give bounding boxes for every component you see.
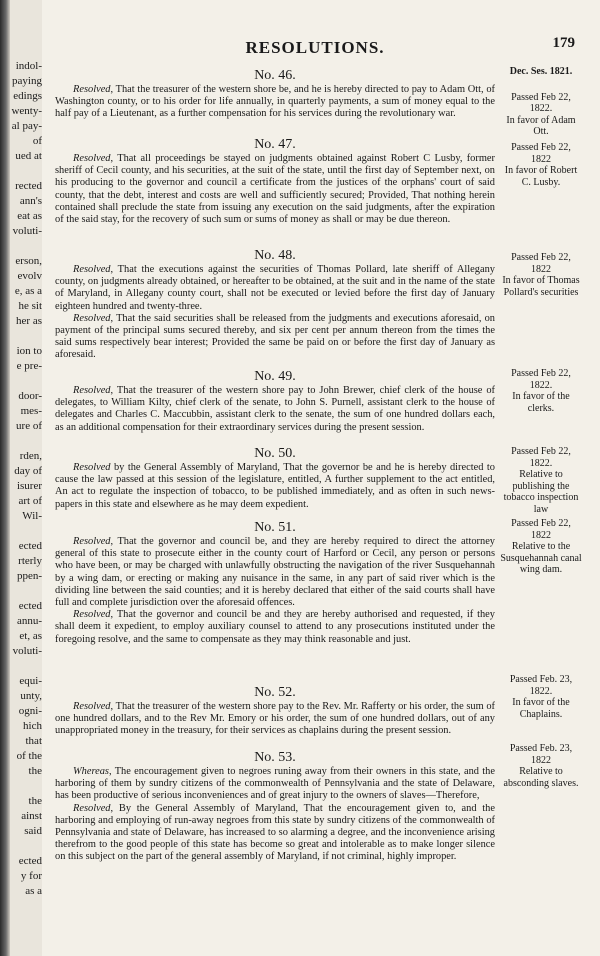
margin-note-53 <box>500 743 582 789</box>
book-binding-shadow <box>0 0 10 956</box>
resolution-52 <box>55 685 495 738</box>
resolution-paragraph: Resolved, That the said securities shall be released from the judgments and executions aforesaid, on payment of the principal sums secured thereby, and six per cent per annum thereon from the times the said sums respectively bear interest; Provided the same be paid on or before the first day of January as aforesaid. <box>55 312 495 361</box>
facing-page-fragment: rterly <box>18 555 42 567</box>
facing-page-fragment: ued at <box>15 150 42 162</box>
facing-page-fragment: voluti- <box>12 225 42 237</box>
resolution-number: No. 47. <box>254 137 296 152</box>
facing-page-fragment: hich <box>23 720 42 732</box>
margin-note-46 <box>500 66 582 138</box>
facing-page-fragment: isurer <box>16 480 42 492</box>
resolution-paragraph: Resolved, That the treasurer of the western shore pay to John Brewer, chief clerk of the house of delegates, to William Kilty, chief clerk of the senate, to John S. Purnell, assistant clerk to the house of delegates and Charles C. Maccubbin, assistant clerk to the senate, the sum of one hundred dollars each, as an additional compensation for their extraordinary services during the present session. <box>55 385 495 433</box>
passed-date: Passed Feb. 23, 1822. <box>509 674 573 697</box>
resolution-paragraph: Resolved, That the executions against the securities of Thomas Pollard, late sheriff of Allegany county, on judgments already obtained, or hereafter to be obtained, at the suit and in the name of the state of Maryland, in Allegany county court, shall not be executed or levied before the first day of January eighteen hundred and twenty-three. <box>55 264 495 312</box>
resolution-paragraph: Resolved, That the treasurer of the western shore be, and he is hereby directed to pay to Adam Ott, of Washington county, or to his order for life annually, in quarterly payments, a sum of money equal to the half pay of a Lieutenant, as a further compensation for his services during the revolutionary war. <box>55 84 495 120</box>
facing-page-fragment: ainst <box>21 810 42 822</box>
facing-page-fragment: mes- <box>20 405 42 417</box>
facing-page-fragment: the <box>28 765 42 777</box>
resolution-paragraph: Resolved, That the treasurer of the western shore pay to the Rev. Mr. Rafferty or his order, the sum of one hundred dollars, and to the Rev Mr. Emory or his order, the sum of one hundred dollars, out of any unappropriated money in the treasury, for their services as chaplains during the present session. <box>55 701 495 737</box>
facing-page-fragment: Wil- <box>22 510 42 522</box>
resolution-number: No. 50. <box>254 446 296 461</box>
margin-note-51 <box>500 518 582 576</box>
facing-page-fragment: e pre- <box>16 360 42 372</box>
facing-page-fragment: ure of <box>16 420 42 432</box>
facing-page-fragment: of the <box>16 750 42 762</box>
passed-date: Passed Feb 22, 1822. <box>511 446 571 469</box>
facing-page-fragment: erson, <box>15 255 42 267</box>
resolution-48 <box>55 248 495 362</box>
facing-page-fragment: rden, <box>19 450 42 462</box>
margin-note-47 <box>500 142 582 188</box>
subject-note: Relative to publishing the tobacco inspection law <box>503 469 579 515</box>
resolution-number: No. 48. <box>254 248 296 263</box>
resolution-50 <box>55 446 495 511</box>
subject-note: Relative to the Susquehannah canal wing dam. <box>500 541 582 575</box>
facing-page-fragment: the <box>28 795 42 807</box>
facing-page-fragment: paying <box>12 75 42 87</box>
page-number: 179 <box>552 35 575 51</box>
passed-date: Passed Feb 22, 1822. <box>511 91 571 114</box>
facing-page-fragment: et, as <box>19 630 42 642</box>
resolution-46 <box>55 68 495 121</box>
resolution-49 <box>55 369 495 434</box>
resolution-number: No. 49. <box>254 369 296 384</box>
facing-page-fragment: indol- <box>15 60 42 72</box>
facing-page-fragment: equi- <box>19 675 42 687</box>
facing-page-fragment: ogni- <box>18 705 42 717</box>
facing-page-fragment: unty, <box>20 690 42 702</box>
passed-date: Passed Feb 22, 1822 <box>511 252 571 275</box>
resolution-51 <box>55 520 495 646</box>
passed-date: Passed Feb 22, 1822 <box>511 518 571 541</box>
facing-page-fragment: art of <box>18 495 42 507</box>
facing-page-fragment: rected <box>15 180 42 192</box>
facing-page-fragment: y for <box>20 870 42 882</box>
facing-page-fragment: he sit <box>18 300 42 312</box>
facing-page-fragment: ected <box>18 600 42 612</box>
facing-page-fragment: ann's <box>19 195 42 207</box>
resolution-number: No. 52. <box>254 685 296 700</box>
facing-page-fragment: as a <box>25 885 42 897</box>
facing-page-fragment: that <box>25 735 42 747</box>
resolution-47 <box>55 137 495 226</box>
subject-note: In favor of the Chaplains. <box>512 697 570 720</box>
resolution-paragraph: Resolved, That the governor and council be and they are hereby authorised and requested, if they shall deem it expedient, to employ auxiliary counsel to attend to any prosecutions instituted under the foregoing resolve, and the same to compensate as they may think reasonable and just. <box>55 609 495 645</box>
facing-page-fragment: e, as a <box>14 285 42 297</box>
resolution-paragraph: Whereas, The encouragement given to negroes runing away from their owners in this state, and the harboring of them by sundry citizens of the commonwealth of Pennsylvania and the state of Delaware, has been productive of serious inconveniences and of great injury to the owners of slaves—Therefore, <box>55 766 495 802</box>
facing-page-fragment: of <box>32 135 42 147</box>
resolution-paragraph: Resolved by the General Assembly of Maryland, That the governor be and he is hereby directed to cause the law passed at this session of the legislature, entitled, A further supplement to the act entitled, An act to regulate the inspection of tobacco, to be published immediately, and as often in such news-papers in this state and elsewhere as he may deem expedient. <box>55 462 495 510</box>
facing-page-fragment: annu- <box>16 615 42 627</box>
margin-note-52 <box>500 674 582 720</box>
facing-page-fragment: ected <box>18 855 42 867</box>
facing-page-fragment: eat as <box>17 210 42 222</box>
subject-note: In favor of the clerks. <box>512 391 570 414</box>
facing-page-fragment: evolv <box>17 270 42 282</box>
facing-page-fragment: al pay- <box>11 120 42 132</box>
subject-note: In favor of Robert C. Lusby. <box>504 165 578 188</box>
facing-page-fragment: ion to <box>16 345 42 357</box>
facing-page-fragment: voluti- <box>12 645 42 657</box>
facing-page-edge <box>10 0 42 956</box>
subject-note: In favor of Thomas Pollard's securities <box>502 275 580 298</box>
facing-page-fragment: ppen- <box>16 570 42 582</box>
passed-date: Passed Feb. 23, 1822 <box>509 743 573 766</box>
facing-page-fragment: said <box>24 825 42 837</box>
session-label: Dec. Ses. 1821. <box>509 66 573 77</box>
resolution-number: No. 46. <box>254 68 296 83</box>
resolution-paragraph: Resolved, That all proceedings be stayed on judgments obtained against Robert C Lusby, former sheriff of Cecil county, and his securities, at the suit of the state, until the first day of September next, on his producing to the governor and council a certificate from the justices of the orphans' court of said county, that the debt, interest and costs are well and sufficiently secured; Provided, That nothing herein contained shall preclude the state from issuing any execution on the said judgments, after the expiration of the said stay, for the recovery of such sum or sums of money as shall or may be due thereon. <box>55 153 495 226</box>
facing-page-fragment: ected <box>18 540 42 552</box>
subject-note: In favor of Adam Ott. <box>506 114 576 137</box>
passed-date: Passed Feb 22, 1822 <box>511 142 571 165</box>
margin-note-50 <box>500 446 582 515</box>
resolution-paragraph: Resolved, That the governor and council be, and they are hereby required to direct the attorney general of this state to prosecute either in the county court of Harford or Cecil, any person or persons who have been, or may be charged with unlawfully obstructing the navigation of the river Susquehannah by a wing dam, or erecting or making any nuisance in the same, in any part of said river which is the dividing line between the said counties; and it is hereby declared that either of the said courts shall have full and complete jurisdiction over the aforesaid offences. <box>55 536 495 609</box>
passed-date: Passed Feb 22, 1822. <box>511 368 571 391</box>
resolution-number: No. 51. <box>254 520 296 535</box>
margin-note-48 <box>500 252 582 298</box>
margin-note-49 <box>500 368 582 414</box>
resolution-paragraph: Resolved, By the General Assembly of Maryland, That the encouragement given to, and the harboring and employing of run-away negroes from this state by sundry citizens of the commonwealth of Pennsylvania and state of Delaware, has increased to so alarming a degree, and the inconvenience arising therefrom to the good people of this state has become so great and intolerable as to make longer silence on this subject on the part of the general assembly of Maryland, if not criminal, highly improper. <box>55 802 495 863</box>
facing-page-fragment: day of <box>14 465 42 477</box>
running-header-title: RESOLUTIONS. <box>245 38 385 57</box>
subject-note: Relative to absconding slaves. <box>503 766 579 789</box>
facing-page-fragment: wenty- <box>11 105 42 117</box>
facing-page-fragment: door- <box>18 390 42 402</box>
resolution-53 <box>55 750 495 864</box>
facing-page-fragment: her as <box>16 315 42 327</box>
facing-page-fragment: edings <box>13 90 42 102</box>
resolution-number: No. 53. <box>254 750 296 765</box>
